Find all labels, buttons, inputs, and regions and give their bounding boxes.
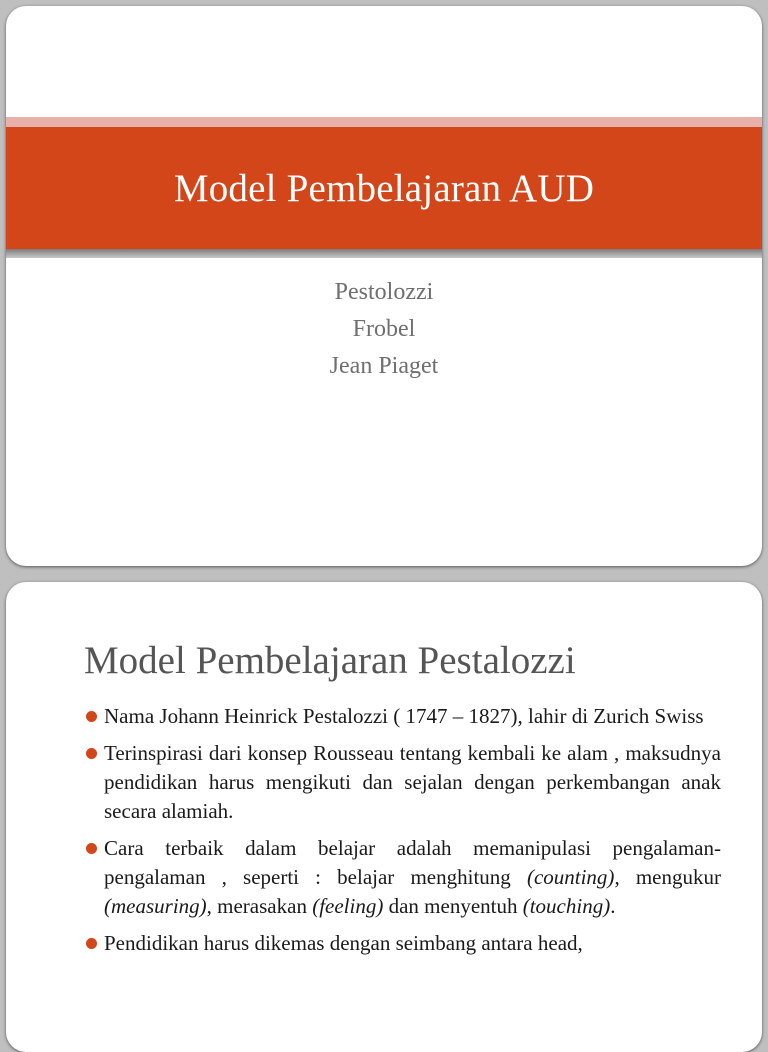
title-band	[6, 127, 762, 249]
bullet-dot-icon	[86, 843, 97, 854]
bullet-text-part: , mengukur	[614, 865, 721, 889]
bullet-text-part: Cara terbaik dalam belajar adalah memanipulasi pengalaman-pengalaman , seperti : belajar menghitung	[104, 836, 721, 889]
bullet-dot-icon	[86, 711, 97, 722]
content-slide	[6, 582, 762, 1052]
bullet-term-counting: (counting)	[526, 865, 615, 889]
bullet-text-part: dan menyentuh	[383, 894, 523, 918]
bullet-text-part: .	[610, 894, 616, 918]
subtitle-list	[6, 274, 762, 385]
title-band-shadow	[6, 249, 762, 258]
subtitle-jean-piaget: Jean Piaget	[329, 353, 439, 379]
bullet-text: Pendidikan harus dikemas dengan seimbang antara head,	[104, 931, 583, 955]
bullet-term-measuring: (measuring)	[104, 894, 207, 918]
bullet-term-feeling: (feeling)	[312, 894, 384, 918]
bullet-item-4	[86, 929, 721, 958]
bullet-item-3	[86, 834, 721, 921]
bullet-list	[86, 702, 721, 966]
slide-title: Model Pembelajaran AUD	[173, 166, 595, 210]
subtitle-frobel: Frobel	[352, 316, 416, 342]
bullet-text-part: , merasakan	[206, 894, 313, 918]
subtitle-pestolozzi: Pestolozzi	[334, 279, 434, 305]
bullet-text: Terinspirasi dari konsep Rousseau tentang kembali ke alam , maksudnya pendidikan harus mengikuti dan sejalan dengan perkembangan anak secara alamiah.	[104, 741, 721, 823]
bullet-term-touching: (touching)	[522, 894, 611, 918]
bullet-dot-icon	[86, 748, 97, 759]
bullet-text: Nama Johann Heinrick Pestalozzi ( 1747 – 1827), lahir di Zurich Swiss	[104, 704, 704, 728]
slide-heading: Model Pembelajaran Pestalozzi	[84, 639, 576, 682]
title-band-highlight	[6, 117, 762, 127]
bullet-item-2	[86, 739, 721, 826]
bullet-dot-icon	[86, 938, 97, 949]
title-slide	[6, 6, 762, 566]
bullet-item-1	[86, 702, 721, 731]
